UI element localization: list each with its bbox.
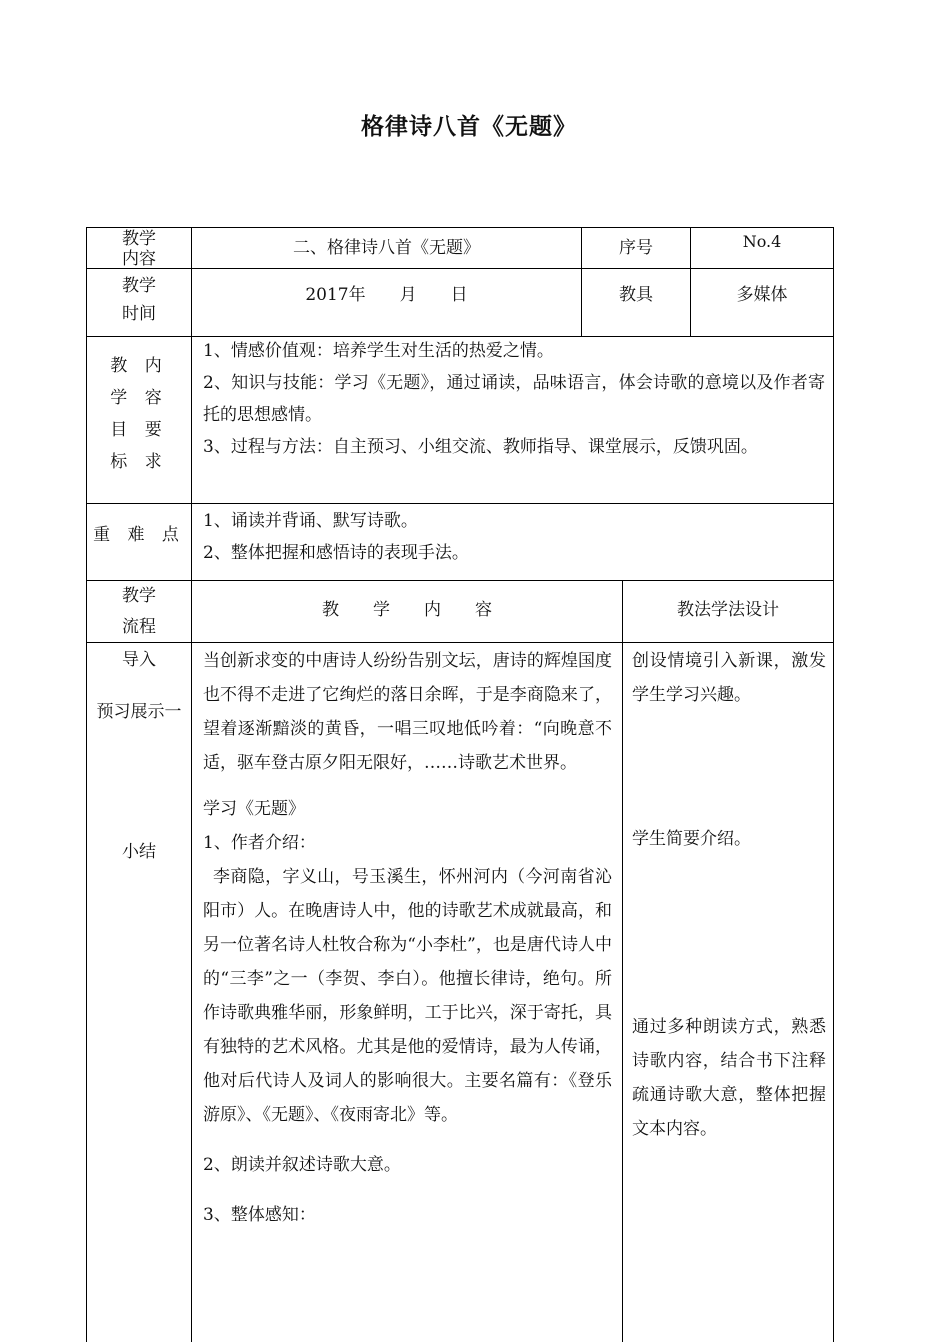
label-line: 标 求 xyxy=(110,452,168,472)
label-line: 教学 xyxy=(122,586,156,606)
method-text: 通过多种朗读方式，熟悉诗歌内容，结合书下注释疏通诗歌大意，整体把握文本内容。 xyxy=(632,1017,826,1139)
feel-heading: 3、整体感知： xyxy=(203,1205,316,1225)
table-border-top xyxy=(86,227,834,228)
method-column-header: 教法学法设计 xyxy=(677,600,779,620)
keypoint-item: 2、整体把握和感悟诗的表现手法。 xyxy=(203,543,469,563)
number-value: No.4 xyxy=(742,232,782,251)
goal-item: 3、过程与方法：自主预习、小组交流、教师指导、课堂展示，反馈巩固。 xyxy=(203,437,758,457)
author-heading: 1、作者介绍： xyxy=(203,833,316,853)
method-author xyxy=(632,822,826,856)
study-heading: 学习《无题》 xyxy=(203,799,305,819)
method-read xyxy=(632,1010,826,1146)
row-divider xyxy=(86,268,834,269)
tool-label: 教具 xyxy=(619,285,653,305)
goal-item: 1、情感价值观：培养学生对生活的热爱之情。 xyxy=(203,341,554,361)
keypoint-item: 1、诵读并背诵、默写诗歌。 xyxy=(203,511,418,531)
row-divider xyxy=(86,642,834,643)
row-divider xyxy=(86,580,834,581)
label-line: 教学 xyxy=(122,276,156,296)
lesson-content-value: 二、格律诗八首《无题》 xyxy=(293,238,480,258)
label-line: 目 要 xyxy=(110,420,168,440)
row-label-content xyxy=(87,229,191,268)
stage-intro: 导入 xyxy=(122,650,156,670)
content-column-header: 教 学 内 容 xyxy=(322,600,492,620)
column-divider xyxy=(622,580,623,1342)
lesson-date: 2017年 月 日 xyxy=(305,285,468,305)
flow-content xyxy=(203,644,612,1232)
table-border-right xyxy=(833,227,834,1342)
column-divider xyxy=(191,227,192,1342)
keypoints-content xyxy=(203,505,825,579)
row-label-keypoints: 重 难 点 xyxy=(93,525,185,545)
method-text: 创设情境引入新课，激发学生学习兴趣。 xyxy=(632,651,826,705)
label-line: 教学 xyxy=(122,229,156,249)
method-text: 学生简要介绍。 xyxy=(632,829,751,849)
intro-paragraph: 当创新求变的中唐诗人纷纷告别文坛，唐诗的辉煌国度也不得不走进了它绚烂的落日余晖，于是李商隐来了，望着逐渐黯淡的黄昏，一唱三叹地低吟着：“向晚意不适，驱车登古原夕阳无限好，……诗歌艺术世界。 xyxy=(203,651,612,773)
method-intro xyxy=(632,644,826,712)
goals-content xyxy=(203,335,825,501)
row-label-time xyxy=(87,268,191,336)
page-title: 格律诗八首《无题》 xyxy=(361,114,577,140)
label-line: 时间 xyxy=(122,304,156,324)
number-label: 序号 xyxy=(619,238,653,258)
row-divider xyxy=(86,503,834,504)
row-label-flow xyxy=(87,581,191,642)
stage-summary: 小结 xyxy=(122,842,156,862)
author-paragraph: 李商隐，字义山，号玉溪生，怀州河内（今河南省沁阳市）人。在晚唐诗人中，他的诗歌艺术成就最高，和另一位著名诗人杜牧合称为“小李杜”，也是唐代诗人中的“三李”之一（李贺、李白）。他擅长律诗，绝句。所作诗歌典雅华丽，形象鲜明，工于比兴，深于寄托，具有独特的艺术风格。尤其是他的爱情诗，最为人传诵，他对后代诗人及词人的影响很大。主要名篇有：《登乐游原》、《无题》、《夜雨寄北》等。 xyxy=(203,867,612,1125)
label-line: 流程 xyxy=(122,617,156,637)
label-line: 内容 xyxy=(122,249,156,269)
tool-value: 多媒体 xyxy=(736,285,788,305)
read-heading: 2、朗读并叙述诗歌大意。 xyxy=(203,1155,401,1175)
row-label-goals xyxy=(87,350,191,490)
stage-preview: 预习展示一 xyxy=(96,702,182,722)
label-line: 教 内 xyxy=(110,356,168,376)
goal-item: 2、知识与技能：学习《无题》，通过诵读，品味语言，体会诗歌的意境以及作者寄托的思想感情。 xyxy=(203,373,825,425)
label-line: 学 容 xyxy=(110,388,168,408)
